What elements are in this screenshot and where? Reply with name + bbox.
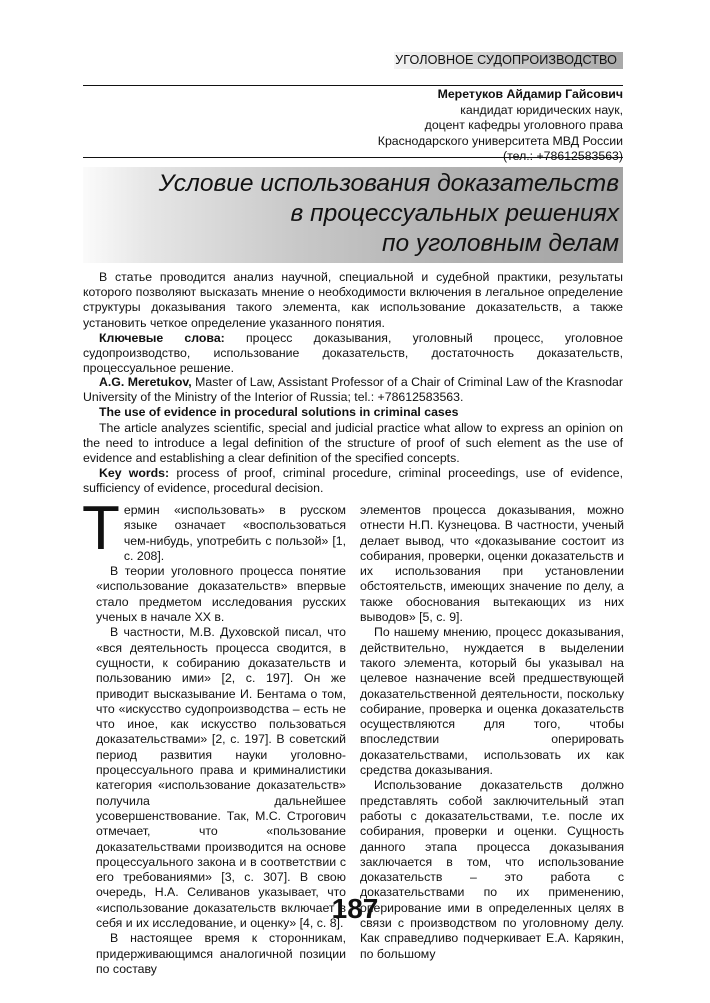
title-en: The use of evidence in procedural solutions in criminal cases bbox=[99, 405, 459, 420]
author-phone: (тел.: +78612583563) bbox=[503, 149, 623, 164]
author-en-name: A.G. Meretukov, bbox=[99, 375, 192, 389]
article-title bbox=[83, 167, 623, 263]
paragraph: По нашему мнению, процесс доказывания, действительно, нуждается в выделении такого элемента, который бы указывал на целевое назначение всей предшествующей доказательственной деятельности, поскольку собирание, проверка и оценка доказательств осуществляются для того, чтобы впоследствии оперировать доказательствами, использовать их как средства доказывания. bbox=[360, 625, 624, 778]
keywords-ru bbox=[83, 331, 623, 377]
author-en-info: Master of Law, Assistant Professor of a Chair of Criminal Law of the Krasnodar University of the Ministry of the Interior of Russia; tel.: +78612583563. bbox=[83, 375, 623, 405]
author-name: Меретуков Айдамир Гайсович bbox=[437, 87, 623, 101]
abstract-ru bbox=[83, 270, 623, 376]
author-block bbox=[378, 87, 623, 165]
author-rule bbox=[83, 157, 623, 158]
paragraph-text: ермин «использовать» в русском языке означает «воспользоваться чем-нибудь, употребить с пользой» [1, с. 208]. bbox=[123, 503, 346, 563]
author-position: доцент кафедры уголовного права bbox=[424, 118, 623, 133]
title-line: в процессуальных решениях bbox=[290, 200, 619, 227]
paragraph bbox=[82, 494, 346, 564]
keywords-en-label: Key words: bbox=[99, 466, 170, 481]
top-rule bbox=[83, 85, 623, 86]
abstract-en-text: The article analyzes scientific, special and judicial practice what allow to express an opinion on the need to introduce a legal definition of the structure of proof of such element as the use of evidence and establishing a clear definition of the specified concepts. bbox=[83, 420, 623, 466]
abstract-en bbox=[83, 375, 623, 497]
keywords-label: Ключевые слова: bbox=[99, 330, 225, 345]
keywords-en bbox=[83, 466, 623, 496]
title-line: по уголовным делам bbox=[382, 230, 619, 257]
paragraph: В настоящее время к сторонникам, придерживающимся аналогичной позиции по составу bbox=[96, 931, 346, 976]
abstract-text: В статье проводится анализ научной, специальной и судебной практики, результаты которого позволяют высказать мнение о необходимости включения в легальное определение структуры доказывания такого элемента, как использование доказательств, а также установить четкое определение указанного понятия. bbox=[83, 270, 623, 330]
paragraph: В теории уголовного процесса понятие «использование доказательств» впервые стало предметом исследования русских ученых в начале XX в. bbox=[96, 564, 346, 625]
paragraph: В частности, М.В. Духовской писал, что «вся деятельность процесса сводится, в сущности, к собиранию доказательств и пользованию ими» [2, с. 197]. Он же приводит высказывание И. Бентама о том, что «искусство судопроизводства – есть не что иное, как искусство пользоваться доказательствами» [2, с. 197]. В советский период развития науки уголовно-процессуального права и криминалистики категория «использование доказательств» получила дальнейшее усовершенствование. Так, М.С. Строгович отмечает, что «пользование доказательствами производится на основе процессуального закона и в соответствии с его требованиями» [3, с. 307]. В свою очередь, Н.А. Селиванов указывает, что «использование доказательств включает в себя и их исследование, и оценку» [4, с. 8]. bbox=[96, 625, 346, 931]
author-affiliation: Краснодарского университета МВД России bbox=[377, 133, 623, 148]
keywords-en-text: process of proof, criminal procedure, criminal proceedings, use of evidence, sufficiency of evidence, procedural decision. bbox=[83, 466, 623, 496]
section-header: УГОЛОВНОЕ СУДОПРОИЗВОДСТВО bbox=[394, 52, 623, 69]
paragraph: элементов процесса доказывания, можно отнести Н.П. Кузнецова. В частности, ученый делает вывод, что «доказывание состоит из собирания, проверки, оценки доказательств и их использования при установлении обстоятельств, имеющих значение по делу, а также обоснования вытекающих из них выводов» [5, с. 9]. bbox=[360, 503, 624, 625]
author-en bbox=[83, 375, 623, 405]
title-line: Условие использования доказательств bbox=[158, 170, 619, 197]
paragraph: Использование доказательств должно представлять собой заключительный этап работы с доказательствами, т.е. после их собирания, проверки и оценки. Сущность данного этапа процесса доказывания заключается в том, что использование доказательств – это работа с доказательствами по их применению, оперирование ими в определенных целях в связи с производством по уголовному делу. Как справедливо подчеркивает Е.А. Карякин, по большому bbox=[360, 778, 624, 961]
author-degree: кандидат юридических наук, bbox=[460, 102, 623, 117]
keywords-text: процесс доказывания, уголовный процесс, уголовное судопроизводство, использование доказательств, достаточность доказательств, процессуальное решение. bbox=[83, 330, 623, 376]
drop-cap: Т bbox=[82, 494, 120, 563]
page-number: 187 bbox=[331, 893, 379, 924]
